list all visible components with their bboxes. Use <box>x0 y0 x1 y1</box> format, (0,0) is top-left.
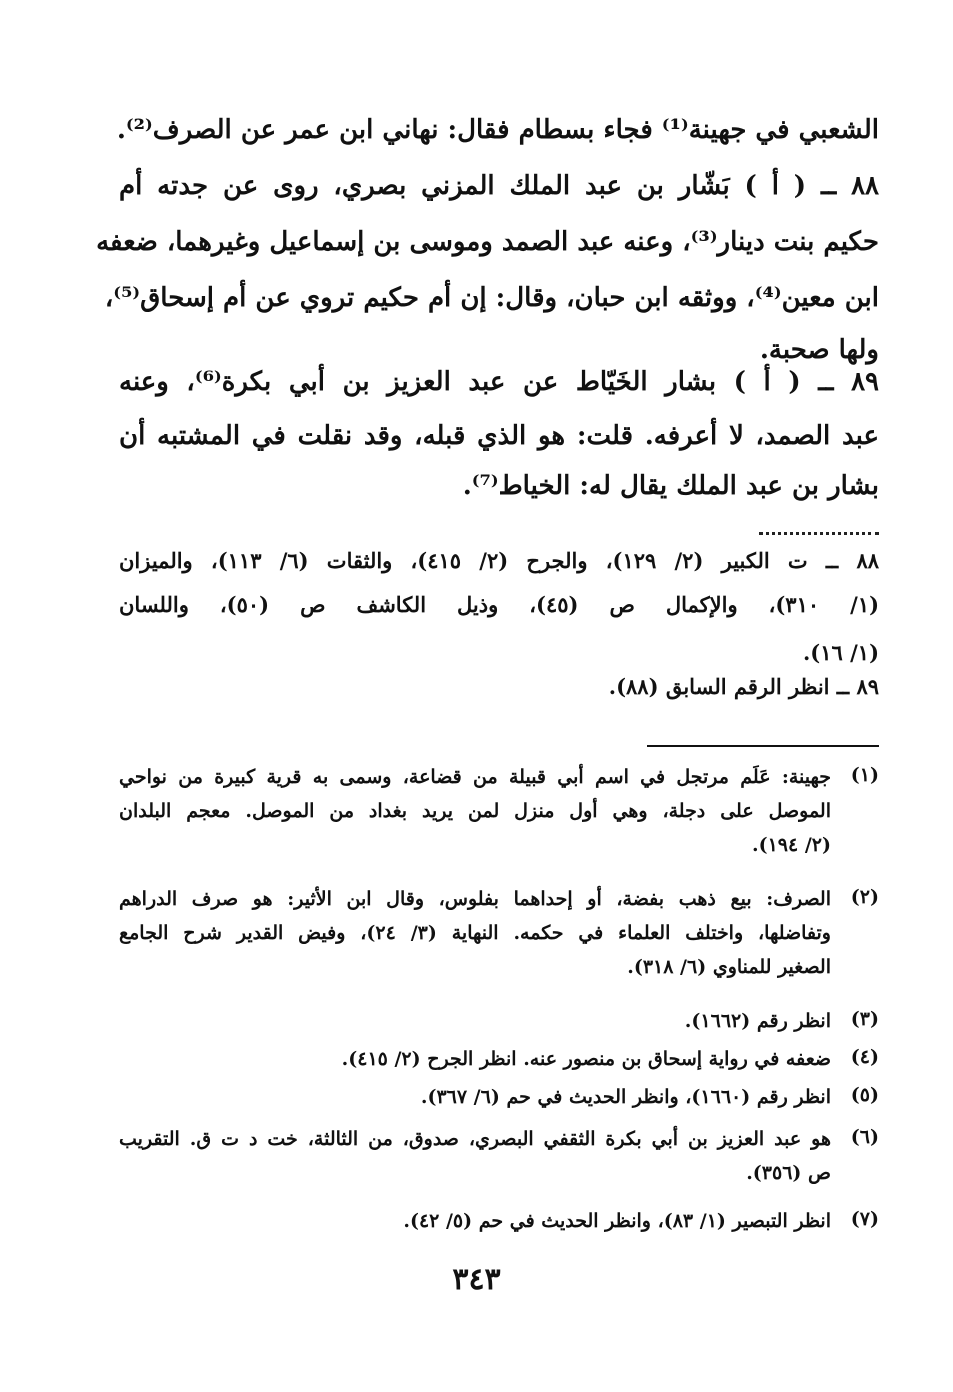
main-line: ابن معين⁽⁴⁾، ووثقه ابن حبان، وقال: إن أم حكيم تروي عن أم إسحاق⁽⁵⁾، <box>104 283 879 313</box>
citation-line: (١/ ٣١٠)، والإكمال ص (٤٥)، وذيل الكاشف ص (٥٠)، واللسان <box>119 592 880 617</box>
footnote-line: الموصل على دجلة، وهي أول منزل لمن يريد بغداد من الموصل. معجم البلدان <box>119 800 831 822</box>
footnote-number: (٤) <box>850 1046 879 1068</box>
main-line: عبد الصمد، لا أعرفه. قلت: هو الذي قبله، وقد نقلت في المشتبه أن <box>119 421 879 451</box>
footnote-line: انظر التبصير (١/ ٨٣)، وانظر الحديث في حم (٥/ ٤٢). <box>403 1210 831 1232</box>
footnote-line: جهينة: عَلَم مرتجل في اسم أبي قبيلة من قضاعة، وسمى به قرية كبيرة من نواحي <box>119 766 831 788</box>
main-line: ٨٩ ــ ( أ ) بشار الخَيّاط عن عبد العزيز بن أبي بكرة⁽⁶⁾، وعنه <box>119 367 879 397</box>
main-line: بشار بن عبد الملك يقال له: الخياط⁽⁷⁾. <box>462 471 879 501</box>
main-line: ٨٨ ــ ( أ ) بَشّار بن عبد الملك المزني بصري، روى عن جدته أم <box>119 171 879 201</box>
footnote-number: (٦) <box>850 1126 879 1148</box>
footnote-line: هو عبد العزيز بن أبي بكرة الثقفي البصري، صدوق، من الثالثة، خت د ت ق. التقريب <box>119 1128 831 1150</box>
citation-line: ٨٨ ــ ت الكبير (٢/ ١٢٩)، والجرح (٢/ ٤١٥)، والثقات (٦/ ١١٣)، والميزان <box>119 548 879 573</box>
footnote-line: وتفاضلها، واختلف العلماء في حكمه. النهاية (٣/ ٢٤)، وفيض القدير شرح الجامع <box>119 922 831 944</box>
citation-line: (١/ ١٦). <box>802 640 879 665</box>
main-line: ولها صحبة. <box>759 335 879 365</box>
footnote-rule <box>647 745 879 747</box>
footnote-number: (٥) <box>850 1084 879 1106</box>
footnote-line: انظر رقم (١٦٦٠)، وانظر الحديث في حم (٦/ ٣٦٧). <box>420 1086 831 1108</box>
footnote-number: (١) <box>850 764 879 786</box>
footnote-line: الصغير للمناوي (٦/ ٣١٨). <box>627 956 831 978</box>
main-line: حكيم بنت دينار⁽³⁾، وعنه عبد الصمد وموسى بن إسماعيل وغيرهما، ضعفه <box>96 227 879 257</box>
footnote-number: (٣) <box>850 1008 879 1030</box>
footnote-line: ص (٣٥٦). <box>746 1162 831 1184</box>
footnote-line: انظر رقم (١٦٦٢). <box>684 1010 831 1032</box>
footnote-line: (٢/ ١٩٤). <box>751 834 831 856</box>
dotted-separator <box>759 532 879 535</box>
footnote-number: (٧) <box>850 1208 879 1230</box>
citation-line: ٨٩ ــ انظر الرقم السابق (٨٨). <box>608 674 879 699</box>
footnote-number: (٢) <box>850 886 879 908</box>
footnote-line: الصرف: بيع ذهب بفضة، أو إحداهما بفلوس، وقال ابن الأثير: هو صرف الدراهم <box>119 888 831 910</box>
page-number: ٣٤٣ <box>452 1262 501 1297</box>
main-line: الشعبي في جهينة⁽¹⁾ فجاء بسطام فقال: نهاني ابن عمر عن الصرف⁽²⁾. <box>116 115 879 145</box>
footnote-line: ضعفه في رواية إسحاق بن منصور عنه. انظر الجرح (٢/ ٤١٥). <box>341 1048 831 1070</box>
